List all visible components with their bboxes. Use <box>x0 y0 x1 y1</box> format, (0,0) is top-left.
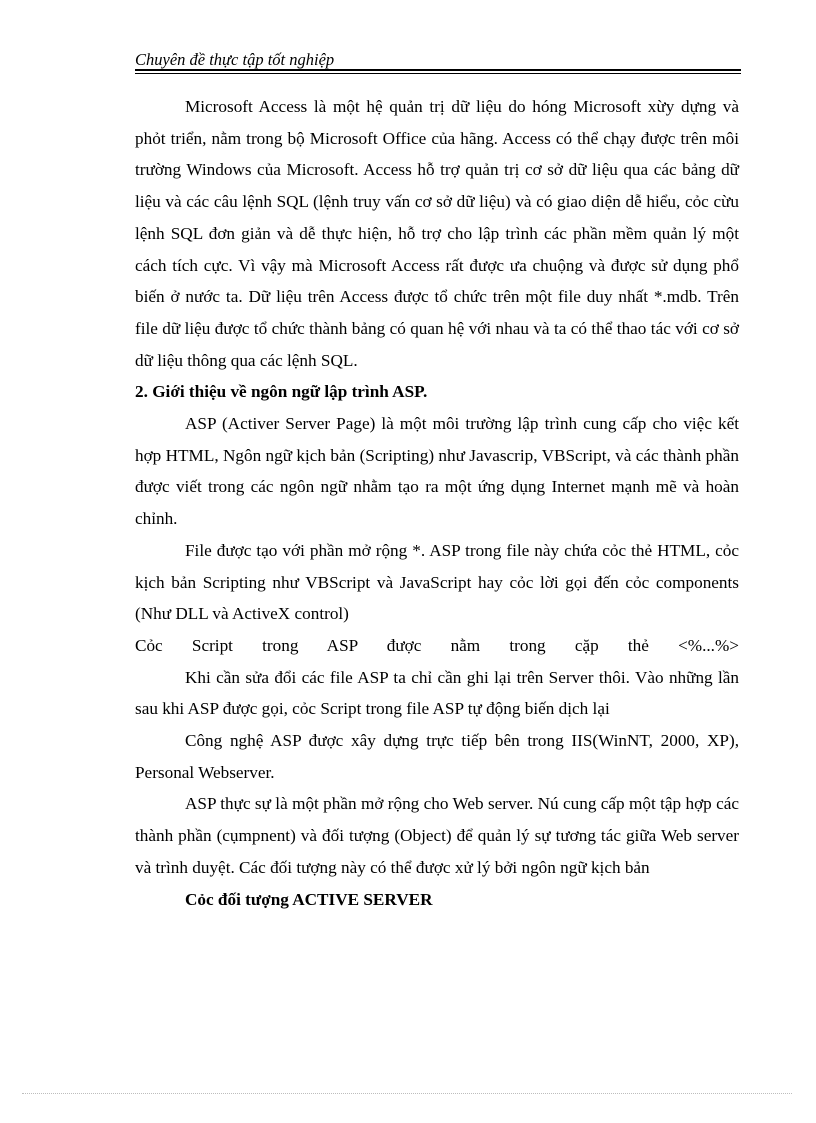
header-title: Chuyên đề thực tập tốt nghiệp <box>135 50 335 69</box>
paragraph-asp-editing: Khi cần sửa đổi các file ASP ta chỉ cần ghi lại trên Server thôi. Vào những lần sau khi ASP được gọi, cỏc Script trong file ASP tự động biến dịch lại <box>135 667 739 719</box>
header-rule-thin <box>135 73 741 74</box>
paragraph-asp-extension: ASP thực sự là một phần mở rộng cho Web server. Nú cung cấp một tập hợp các thành phần (cụmpnent) và đối tượng (Object) để quản lý sự tương tác giữa Web server và trình duyệt. Các đối tượng này có thể được xử lý bởi ngôn ngữ kịch bản <box>135 794 739 877</box>
footer-rule <box>22 1093 792 1094</box>
paragraph-asp-file-extension: File được tạo với phần mở rộng *. ASP trong file này chứa cỏc thẻ HTML, cỏc kịch bản Scripting như VBScript và JavaScript hay cỏc lời gọi đến cỏc components (Như DLL và ActiveX control) <box>135 540 739 624</box>
paragraph-asp-definition: ASP (Activer Server Page) là một môi trường lập trình cung cấp cho việc kết hợp HTML, Ngôn ngữ kịch bản (Scripting) như Javascrip, VBScript, và các thành phần được viết trong các ngôn ngữ nhằm tạo ra một ứng dụng Internet mạnh mẽ và hoàn chỉnh. <box>135 414 739 529</box>
page-header <box>135 50 741 74</box>
paragraph-asp-iis: Công nghệ ASP được xây dựng trực tiếp bên trong IIS(WinNT, 2000, XP), Personal Webserver. <box>135 731 739 782</box>
header-rule-thick <box>135 69 741 71</box>
document-body <box>135 91 739 915</box>
paragraph-asp-script-tags: Cỏc Script trong ASP được nằm trong cặp thẻ <%...%> <box>135 635 739 655</box>
paragraph-access-intro: Microsoft Access là một hệ quản trị dữ liệu do hóng Microsoft xừy dựng và phỏt triển, nằm trong bộ Microsoft Office của hãng. Access có thể chạy được trên môi trường Windows của Microsoft. Access hỗ trợ quản trị cơ sở dữ liệu qua các bảng dữ liệu và các câu lệnh SQL (lệnh truy vấn cơ sở dữ liệu) và có giao diện dễ hiểu, cỏc cừu lệnh SQL đơn giản và dễ thực hiện, hỗ trợ cho lập trình các phần mềm quản lý một cách tích cực. Vì vậy mà Microsoft Access rất được ưa chuộng và được sử dụng phổ biến ở nước ta. Dữ liệu trên Access được tổ chức trên một file duy nhất *.mdb. Trên file dữ liệu được tổ chức thành bảng có quan hệ với nhau và ta có thể thao tác với cơ sở dữ liệu thông qua các lệnh SQL. <box>135 97 739 370</box>
section-heading-asp: 2. Giới thiệu về ngôn ngữ lập trình ASP. <box>135 382 428 402</box>
subheading-active-server-objects: Cỏc đối tượng ACTIVE SERVER <box>185 889 433 909</box>
